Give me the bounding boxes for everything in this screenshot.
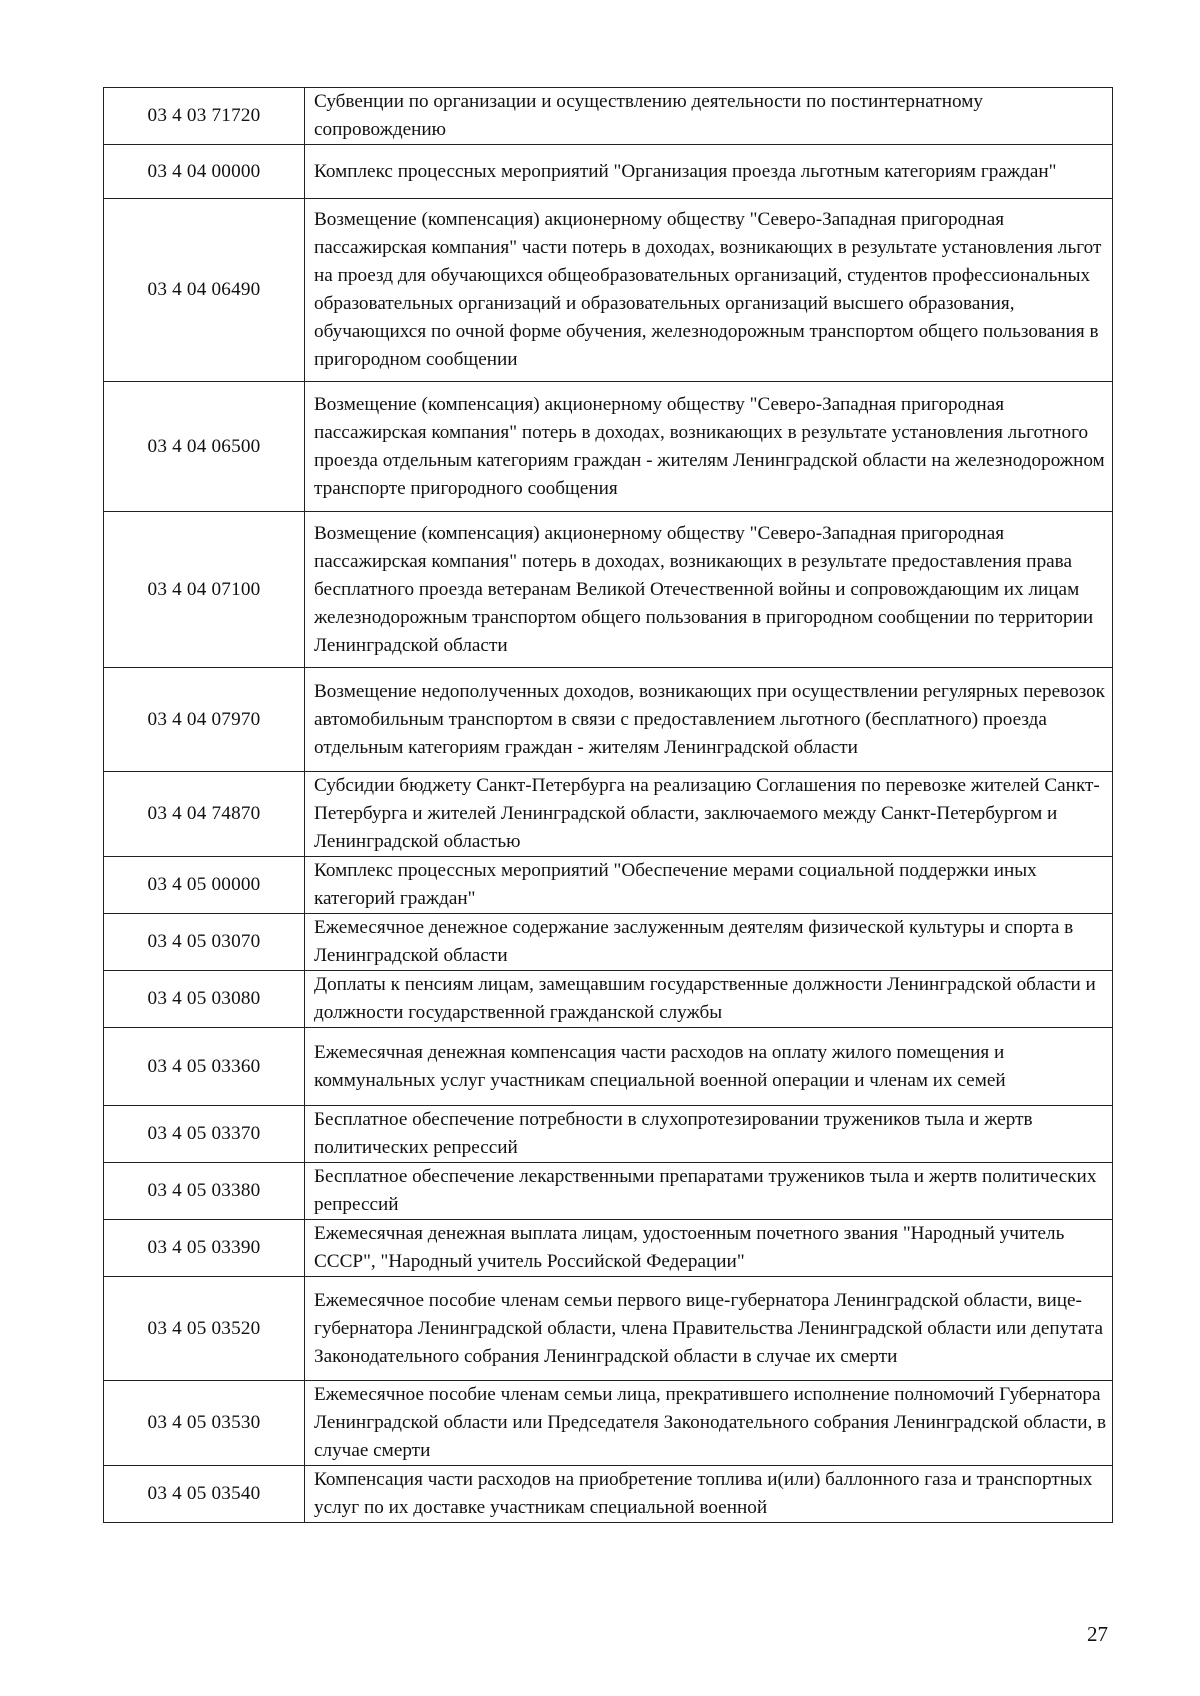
table-row bbox=[104, 1106, 1113, 1163]
description-cell: Возмещение недополученных доходов, возникающих при осуществлении регулярных перевозок автомобильным транспортом в связи с предоставлением льготного (бесплатного) проезда отдельным категориям граждан - жителям Ленинградской области bbox=[305, 668, 1113, 772]
budget-code-cell: 03 4 04 06500 bbox=[104, 382, 305, 512]
budget-code-cell: 03 4 05 03370 bbox=[104, 1106, 305, 1163]
description-cell: Бесплатное обеспечение лекарственными препаратами тружеников тыла и жертв политических репрессий bbox=[305, 1163, 1113, 1220]
table-row bbox=[104, 971, 1113, 1028]
description-cell: Возмещение (компенсация) акционерному обществу "Северо-Западная пригородная пассажирская компания" потерь в доходах, возникающих в результате предоставления права бесплатного проезда ветеранам Великой Отечественной войны и сопровождающим их лицам железнодорожным транспортом общего пользования в пригородном сообщении по территории Ленинградской области bbox=[305, 512, 1113, 668]
table-row bbox=[104, 1466, 1113, 1523]
description-cell: Возмещение (компенсация) акционерному обществу "Северо-Западная пригородная пассажирская компания" части потерь в доходах, возникающих в результате установления льгот на проезд для обучающихся общеобразовательных организаций, студентов профессиональных образовательных организаций и образовательных организаций высшего образования, обучающихся по очной форме обучения, железнодорожным транспортом общего пользования в пригородном сообщении bbox=[305, 199, 1113, 382]
table-row bbox=[104, 88, 1113, 145]
budget-code-cell: 03 4 05 03080 bbox=[104, 971, 305, 1028]
description-cell: Ежемесячное пособие членам семьи первого вице-губернатора Ленинградской области, вице-губернатора Ленинградской области, члена Правительства Ленинградской области или депутата Законодательного собрания Ленинградской области в случае их смерти bbox=[305, 1277, 1113, 1381]
table-row bbox=[104, 199, 1113, 382]
description-cell: Субсидии бюджету Санкт-Петербурга на реализацию Соглашения по перевозке жителей Санкт-Петербурга и жителей Ленинградской области, заключаемого между Санкт-Петербургом и Ленинградской областью bbox=[305, 772, 1113, 857]
table-row bbox=[104, 1381, 1113, 1466]
description-cell: Комплекс процессных мероприятий "Обеспечение мерами социальной поддержки иных категорий граждан" bbox=[305, 857, 1113, 914]
description-cell: Ежемесячная денежная выплата лицам, удостоенным почетного звания "Народный учитель СССР", "Народный учитель Российской Федерации" bbox=[305, 1220, 1113, 1277]
page-number: 27 bbox=[1087, 1622, 1108, 1646]
budget-code-cell: 03 4 03 71720 bbox=[104, 88, 305, 145]
budget-code-cell: 03 4 05 03530 bbox=[104, 1381, 305, 1466]
description-cell: Возмещение (компенсация) акционерному обществу "Северо-Западная пригородная пассажирская компания" потерь в доходах, возникающих в результате установления льготного проезда отдельным категориям граждан - жителям Ленинградской области на железнодорожном транспорте пригородного сообщения bbox=[305, 382, 1113, 512]
budget-code-cell: 03 4 04 07970 bbox=[104, 668, 305, 772]
budget-code-cell: 03 4 05 03520 bbox=[104, 1277, 305, 1381]
budget-code-cell: 03 4 05 03380 bbox=[104, 1163, 305, 1220]
budget-code-cell: 03 4 04 06490 bbox=[104, 199, 305, 382]
table-body bbox=[104, 88, 1113, 1523]
description-cell: Компенсация части расходов на приобретение топлива и(или) баллонного газа и транспортных услуг по их доставке участникам специальной военной bbox=[305, 1466, 1113, 1523]
budget-code-cell: 03 4 05 00000 bbox=[104, 857, 305, 914]
description-cell: Ежемесячная денежная компенсация части расходов на оплату жилого помещения и коммунальных услуг участникам специальной военной операции и членам их семей bbox=[305, 1028, 1113, 1106]
budget-code-cell: 03 4 05 03070 bbox=[104, 914, 305, 971]
table-row bbox=[104, 1277, 1113, 1381]
budget-code-cell: 03 4 04 00000 bbox=[104, 145, 305, 199]
budget-classification-table bbox=[103, 87, 1113, 1523]
description-cell: Ежемесячное пособие членам семьи лица, прекратившего исполнение полномочий Губернатора Ленинградской области или Председателя Законодательного собрания Ленинградской области, в случае смерти bbox=[305, 1381, 1113, 1466]
table-row bbox=[104, 1028, 1113, 1106]
budget-code-cell: 03 4 05 03540 bbox=[104, 1466, 305, 1523]
table-row bbox=[104, 382, 1113, 512]
description-cell: Комплекс процессных мероприятий "Организация проезда льготным категориям граждан" bbox=[305, 145, 1113, 199]
budget-code-cell: 03 4 04 07100 bbox=[104, 512, 305, 668]
description-cell: Бесплатное обеспечение потребности в слухопротезировании тружеников тыла и жертв политических репрессий bbox=[305, 1106, 1113, 1163]
table-row bbox=[104, 145, 1113, 199]
table-row bbox=[104, 772, 1113, 857]
table-row bbox=[104, 512, 1113, 668]
table-row bbox=[104, 914, 1113, 971]
description-cell: Ежемесячное денежное содержание заслуженным деятелям физической культуры и спорта в Ленинградской области bbox=[305, 914, 1113, 971]
table-row bbox=[104, 1220, 1113, 1277]
budget-code-cell: 03 4 05 03390 bbox=[104, 1220, 305, 1277]
budget-code-cell: 03 4 05 03360 bbox=[104, 1028, 305, 1106]
table-row bbox=[104, 1163, 1113, 1220]
budget-code-cell: 03 4 04 74870 bbox=[104, 772, 305, 857]
description-cell: Субвенции по организации и осуществлению деятельности по постинтернатному сопровождению bbox=[305, 88, 1113, 145]
table-row bbox=[104, 668, 1113, 772]
description-cell: Доплаты к пенсиям лицам, замещавшим государственные должности Ленинградской области и должности государственной гражданской службы bbox=[305, 971, 1113, 1028]
table-row bbox=[104, 857, 1113, 914]
